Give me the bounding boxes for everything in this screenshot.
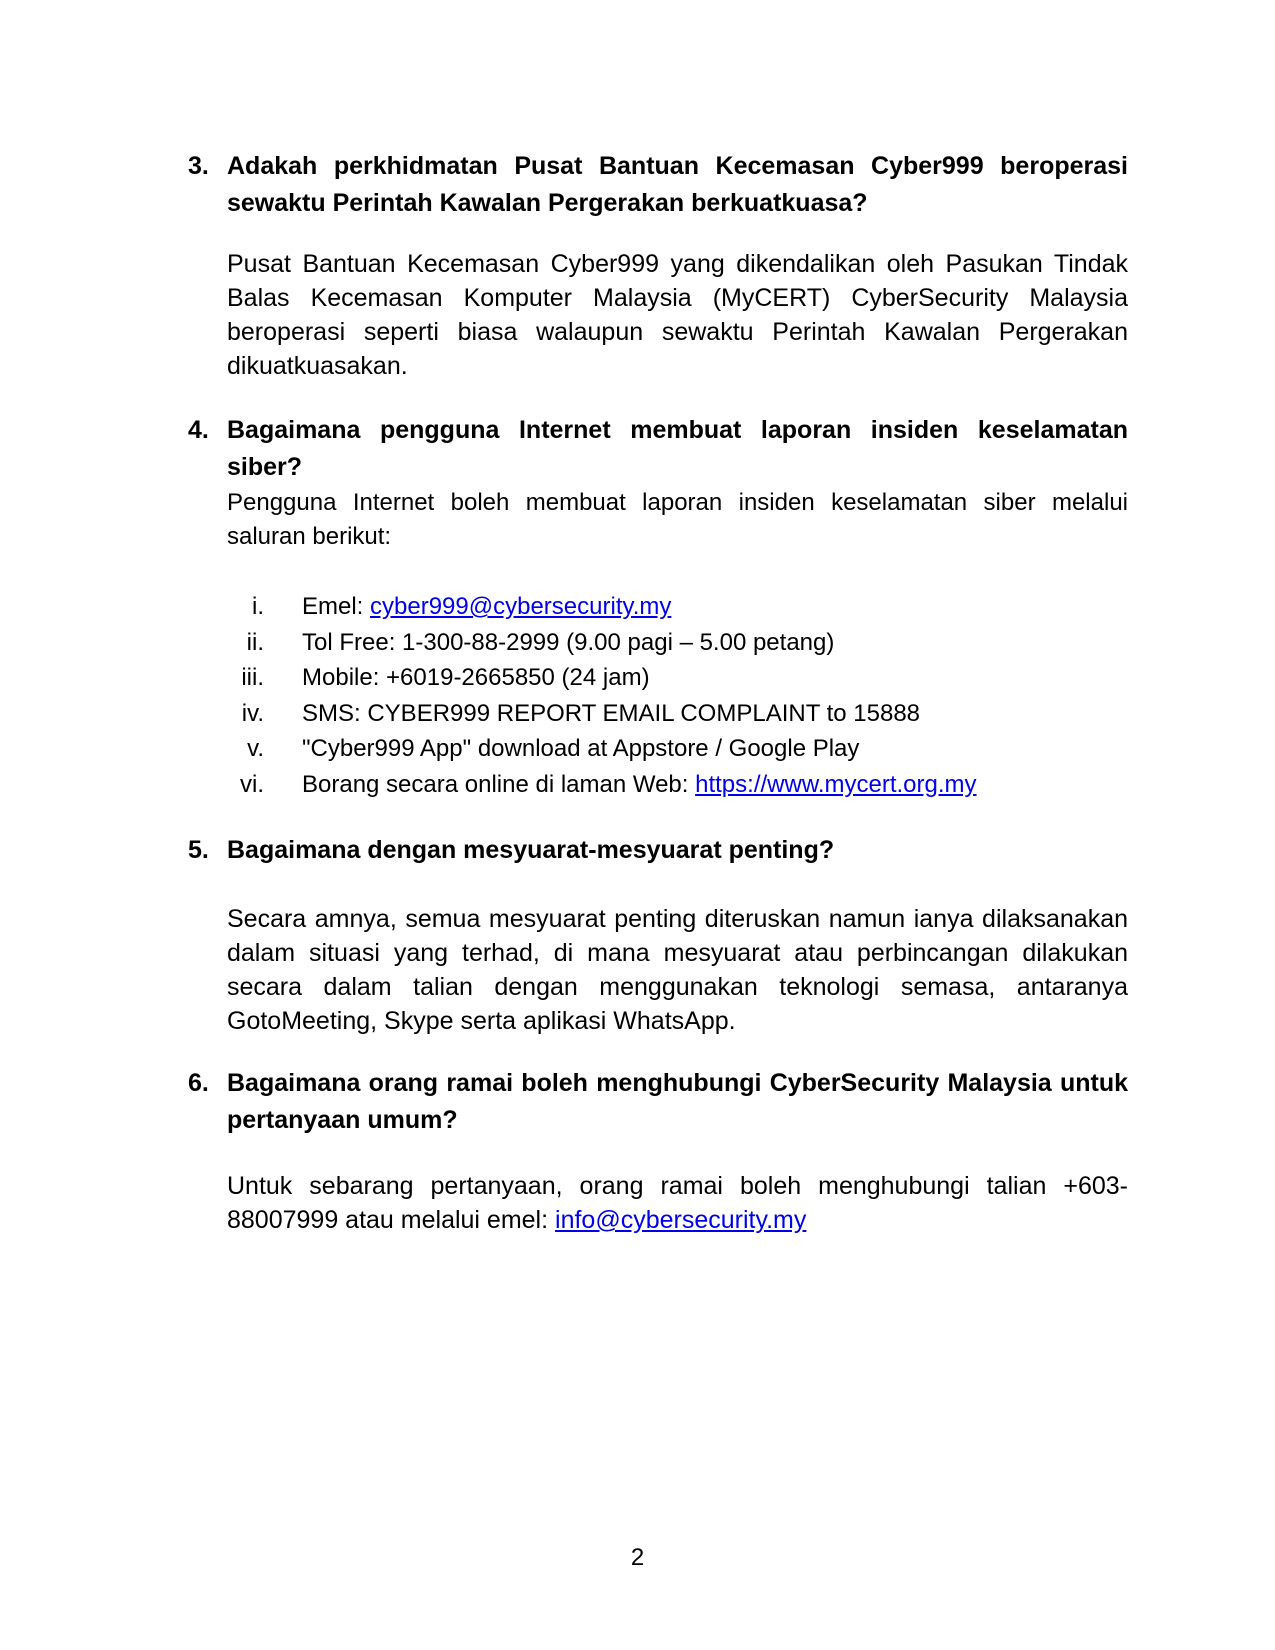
document-content [188, 148, 1128, 1237]
list-marker: v. [247, 735, 264, 762]
webform-label: Borang secara online di laman Web: [302, 770, 696, 798]
list-item-app [227, 731, 1128, 767]
question-heading [188, 1065, 1128, 1139]
list-marker: ii. [246, 628, 264, 656]
answer-paragraph: Secara amnya, semua mesyuarat penting diteruskan namun ianya dilaksanakan dalam situasi yang terhad, di mana mesyuarat atau perbincangan dilakukan secara dalam talian dengan menggunakan teknologi semasa, antaranya GotoMeeting, Skype serta aplikasi WhatsApp. [227, 905, 1128, 1035]
faq-section-4 [188, 412, 1128, 802]
mycert-website-link[interactable]: https://www.mycert.org.my [695, 770, 977, 798]
list-item-text: Mobile: +6019-2665850 (24 jam) [302, 664, 650, 691]
list-item-webform [227, 767, 1128, 803]
list-item-text [302, 589, 671, 625]
question-title: Bagaimana pengguna Internet membuat laporan insiden keselamatan siber? [227, 416, 1128, 481]
list-item-text: SMS: CYBER999 REPORT EMAIL COMPLAINT to 15888 [302, 699, 921, 727]
answer-text: Untuk sebarang pertanyaan, orang ramai boleh menghubungi talian +603-88007999 atau melalui emel: [227, 1172, 1128, 1234]
list-item-text: "Cyber999 App" download at Appstore / Google Play [302, 735, 860, 762]
list-item-email [227, 589, 1128, 625]
answer-intro: Pengguna Internet boleh membuat laporan insiden keselamatan siber melalui saluran berikut: [227, 489, 1128, 550]
faq-section-5 [188, 832, 1128, 1038]
cyber999-email-link[interactable]: cyber999@cybersecurity.my [370, 593, 672, 620]
question-heading [188, 148, 1128, 222]
question-heading [188, 412, 1128, 486]
info-email-link[interactable]: info@cybersecurity.my [555, 1206, 807, 1234]
question-number: 6. [188, 1069, 209, 1097]
question-number: 4. [188, 416, 209, 444]
list-item-text [302, 767, 977, 803]
list-item-sms [227, 696, 1128, 732]
faq-section-3 [188, 148, 1128, 383]
list-item-text: Tol Free: 1-300-88-2999 (9.00 pagi – 5.00 petang) [302, 628, 835, 656]
email-label: Emel: [302, 593, 371, 620]
list-marker: vi. [240, 770, 264, 798]
list-marker: i. [252, 593, 264, 620]
question-title: Bagaimana dengan mesyuarat-mesyuarat penting? [227, 836, 835, 864]
question-number: 5. [188, 836, 209, 864]
list-item-tolfree [227, 625, 1128, 661]
question-number: 3. [188, 152, 209, 180]
page-number: 2 [630, 1544, 645, 1571]
answer-paragraph [227, 1169, 1128, 1237]
faq-section-6 [188, 1065, 1128, 1237]
list-item-mobile [227, 660, 1128, 696]
question-title: Bagaimana orang ramai boleh menghubungi CyberSecurity Malaysia untuk pertanyaan umum? [227, 1069, 1128, 1134]
list-marker: iv. [241, 699, 264, 727]
question-heading [188, 832, 1128, 869]
contact-channel-list [227, 589, 1128, 802]
question-title: Adakah perkhidmatan Pusat Bantuan Kecemasan Cyber999 beroperasi sewaktu Perintah Kawalan Pergerakan berkuatkuasa? [227, 152, 1128, 217]
answer-paragraph: Pusat Bantuan Kecemasan Cyber999 yang dikendalikan oleh Pasukan Tindak Balas Kecemasan Komputer Malaysia (MyCERT) CyberSecurity Malaysia beroperasi seperti biasa walaupun sewaktu Perintah Kawalan Pergerakan dikuatkuasakan. [227, 250, 1128, 380]
list-marker: iii. [241, 664, 264, 691]
